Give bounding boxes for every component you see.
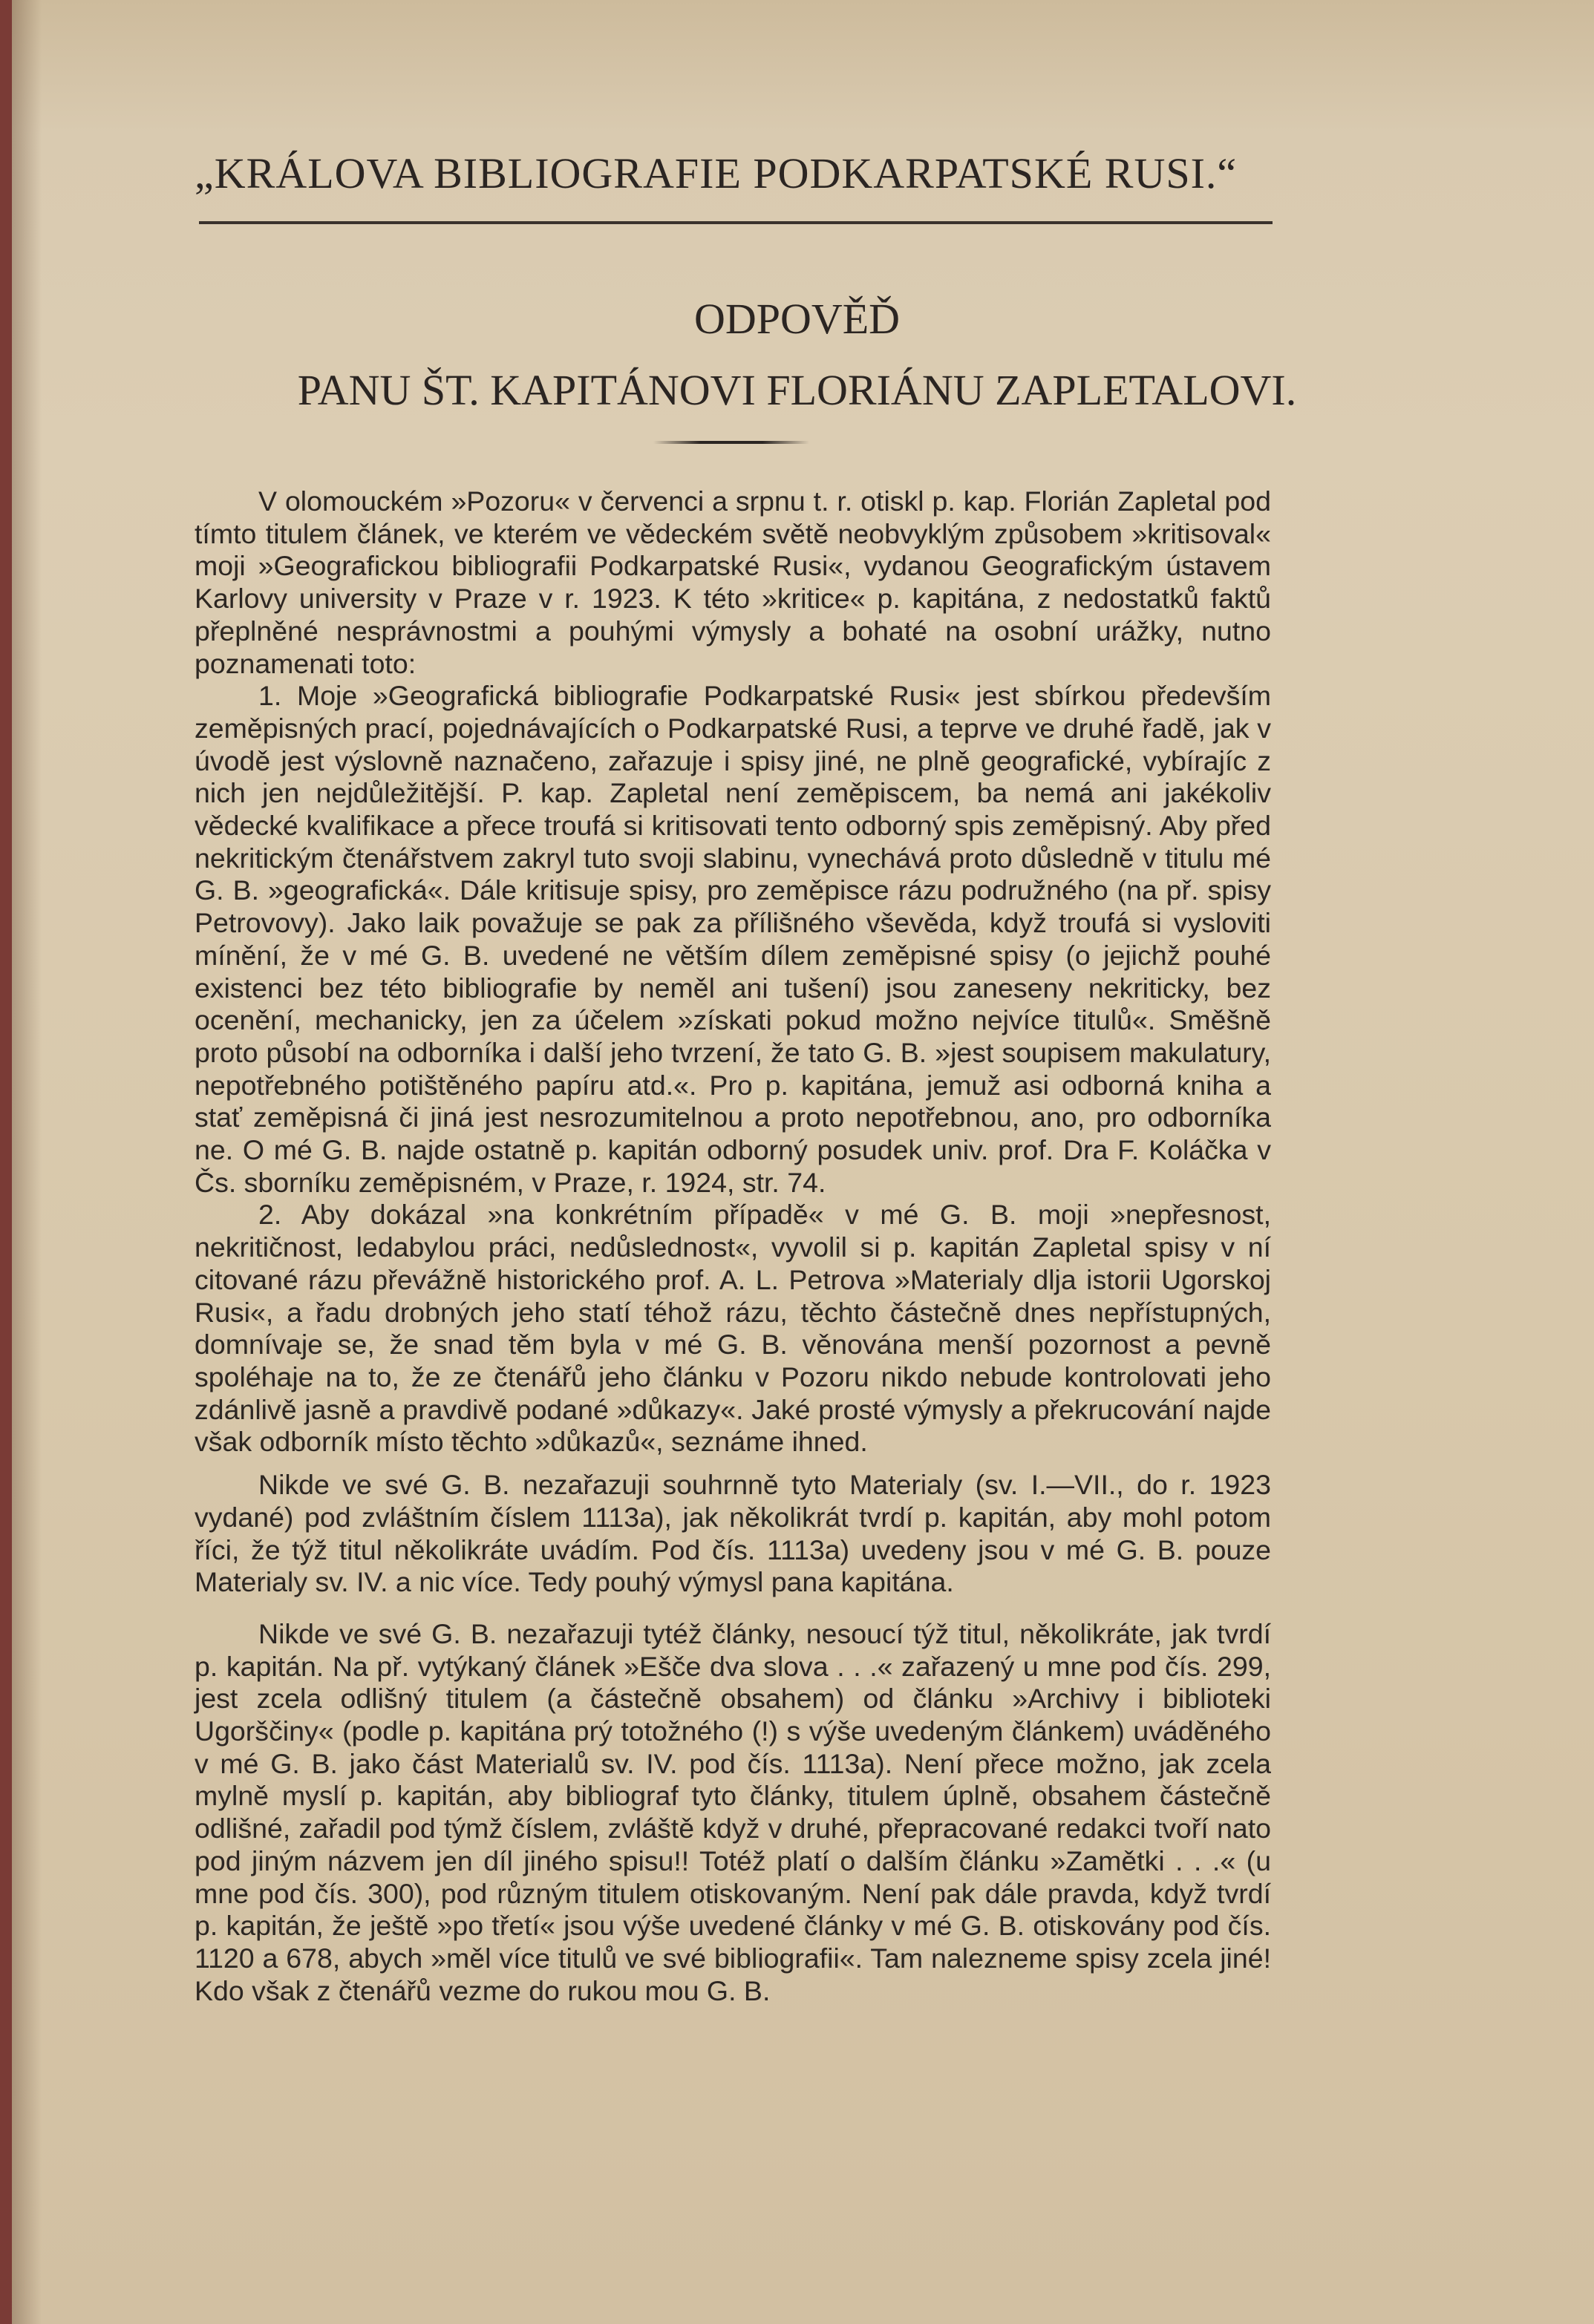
binding-shadow	[12, 0, 42, 2324]
paragraph: Nikde ve své G. B. nezařazuji souhrnně tyto Materialy (sv. I.—VII., do r. 1923 vydané) pod zvláštním číslem 1113a), jak několikrát tvrdí p. kapitán, aby mohl potom říci, že týž titul několikráte uvádím. Pod čís. 1113a) uvedeny jsou v mé G. B. pouze Materialy sv. IV. a nic více. Tedy pouhý výmysl pana kapitána.	[195, 1469, 1271, 1598]
binding-edge	[0, 0, 12, 2324]
running-title: „KRÁLOVA BIBLIOGRAFIE PODKARPATSKÉ RUSI.“	[195, 149, 1238, 197]
document-subtitle: PANU ŠT. KAPITÁNOVI FLORIÁNU ZAPLETALOVI.	[297, 366, 1297, 414]
paragraph: 2. Aby dokázal »na konkrétním případě« v mé G. B. moji »nepřesnost, nekritičnost, ledabylou práci, nedůslednost«, vyvolil si p. kapitán Zapletal spisy v ní citované rázu převážně historického prof. A. L. Petrova »Materialy dlja istorii Ugorskoj Rusi«, a řadu drobných jeho statí téhož rázu, těchto částečně dnes nepřístupných, domnívaje se, že snad těm byla v mé G. B. věnována menší pozornost a pevně spoléhaje na to, že ze čtenářů jeho článku v Pozoru nikdo nebude kontrolovati jeho zdánlivě jasně a pravdivě podané »důkazy«. Jaké prosté výmysly a překrucování najde však odborník místo těchto »důkazů«, seznáme ihned.	[195, 1199, 1271, 1458]
paragraph: 1. Moje »Geografická bibliografie Podkarpatské Rusi« jest sbírkou především zeměpisných prací, pojednávajících o Podkarpatské Rusi, a teprve ve druhé řadě, jak v úvodě jest výslovně naznačeno, zařazuje i spisy jiné, ne plně geografické, vybírajíc z nich jen nejdůležitější. P. kap. Zapletal není zeměpiscem, ba nemá ani jakékoliv vědecké kvalifikace a přece troufá si kritisovati tento odborný spis zeměpisný. Aby před nekritickým čtenářstvem zakryl tuto svoji slabinu, vynechává proto důsledně v titulu mé G. B. »geografická«. Dále kritisuje spisy, pro zeměpisce rázu podružného (na př. spisy Petrovovy). Jako laik považuje se pak za přílišného vševěda, když troufá si vysloviti mínění, že v mé G. B. uvedené ne větším dílem zeměpisné spisy (o jejichž pouhé existenci bez této bibliografie by neměl ani tušení) jsou zaneseny nekriticky, bez ocenění, mechanicky, jen za účelem »získati pokud možno nejvíce titulů«. Směšně proto působí na odborníka i další jeho tvrzení, že tato G. B. »jest soupisem makulatury, nepotřebného potištěného papíru atd.«. Pro p. kapitána, jemuž asi odborná kniha a stať zeměpisná či jiná jest nesrozumitelnou a proto nepotřebnou, ano, pro odborníka ne. O mé G. B. najde ostatně p. kapitán odborný posudek univ. prof. Dra F. Koláčka v Čs. sborníku zeměpisném, v Praze, r. 1924, str. 74.	[195, 680, 1271, 1198]
decorative-rule	[653, 441, 809, 444]
header-rule	[199, 221, 1273, 224]
paragraph: V olomouckém »Pozoru« v červenci a srpnu t. r. otiskl p. kap. Florián Zapletal pod tímto titulem článek, ve kterém ve vědeckém světě neobvyklým způsobem »kritisoval« moji »Geografickou bibliografii Podkarpatské Rusi«, vydanou Geografickým ústavem Karlovy university v Praze v r. 1923. K této »kritice« p. kapitána, z nedostatků faktů přeplněné nesprávnostmi a pouhými výmysly a bohaté na osobní urážky, nutno poznamenati toto:	[195, 485, 1271, 679]
document-title: ODPOVĚĎ	[693, 295, 901, 343]
paragraph: Nikde ve své G. B. nezařazuji tytéž články, nesoucí týž titul, několikráte, jak tvrdí p. kapitán. Na př. vytýkaný článek »Ešče dva slova . . .« zařazený u mne pod čís. 299, jest zcela odlišný titulem (a částečně obsahem) od článku »Archivy i biblioteki Ugorščiny« (podle p. kapitána prý totožného (!) s výše uvedeným článkem) uváděného v mé G. B. jako část Materialů sv. IV. pod čís. 1113a). Není přece možno, jak zcela mylně myslí p. kapitán, aby bibliograf tyto články, titulem úplně, obsahem částečně odlišné, zařadil pod týmž číslem, zvláště když v druhé, přepracované redakci tvoří nato pod jiným názvem jen díl jiného spisu!! Totéž platí o dalším článku »Zamětki . . .« (u mne pod čís. 300), pod různým titulem otiskovaným. Není pak dále pravda, když tvrdí p. kapitán, že ještě »po třetí« jsou výše uvedené články v mé G. B. otiskovány pod čís. 1120 a 678, abych »měl více titulů ve své bibliografii«. Tam nalezneme spisy zcela jiné! Kdo však z čtenářů vezme do rukou mou G. B.	[195, 1617, 1271, 2006]
body-text	[195, 485, 1271, 2007]
